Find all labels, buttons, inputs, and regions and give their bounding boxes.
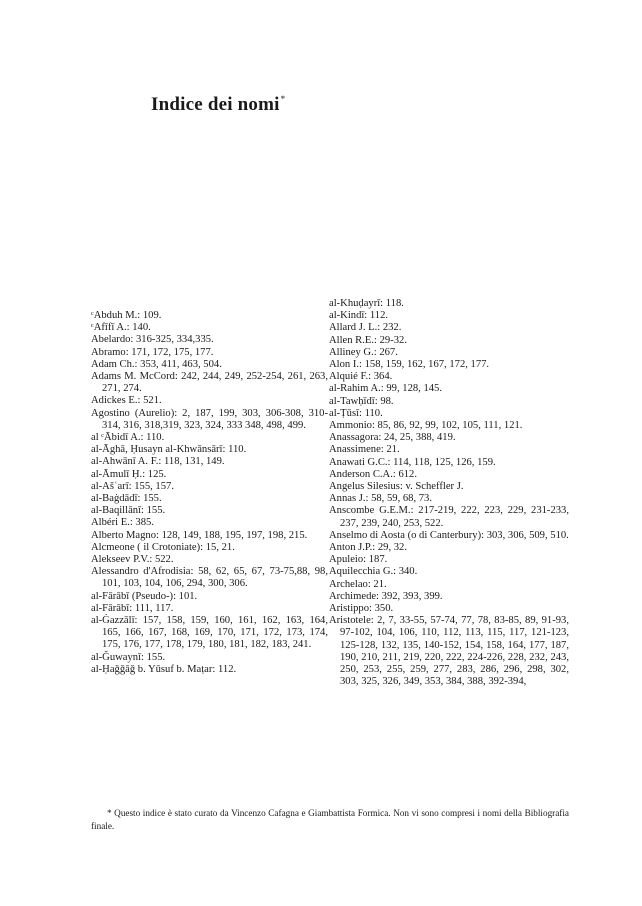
index-entry: al-Kindī: 112. — [329, 310, 389, 322]
index-entry: al-Baqillānī: 155. — [91, 505, 166, 517]
index-entry: al-Āmulī Ḥ.: 125. — [91, 468, 167, 480]
index-entry: Alquié F.: 364. — [329, 371, 393, 383]
index-entry: Alberto Magno: 128, 149, 188, 195, 197, 198, 215. — [91, 529, 308, 541]
index-entry: Allard J. L.: 232. — [329, 322, 402, 334]
index-entry: Anawati G.C.: 114, 118, 125, 126, 159. — [329, 456, 496, 468]
index-entry: Anderson C.A.: 612. — [329, 468, 417, 480]
index-entry: Aquilecchia G.: 340. — [329, 566, 418, 578]
index-entry: Archelao: 21. — [329, 578, 387, 590]
index-entry: al-Khuḍayrī: 118. — [329, 298, 404, 309]
index-entry: ᶜAfīfī A.: 140. — [91, 322, 151, 334]
index-entry: al-Āghā, Ḥusayn al-Khwānsārī: 110. — [91, 444, 247, 456]
index-entry: al-Ahwānī A. F.: 118, 131, 149. — [91, 456, 225, 468]
index-entry: Anton J.P.: 29, 32. — [329, 542, 407, 554]
index-entry: al-Rahim A.: 99, 128, 145. — [329, 383, 442, 395]
index-entry: Agostino (Aurelio): 2, 187, 199, 303, 306-308, 310-314, 316, 318,319, 323, 324, 333 348, 498, 499. — [91, 407, 328, 431]
index-entry: al-Baġdādī: 155. — [91, 493, 162, 505]
index-entry: Abramo: 171, 172, 175, 177. — [91, 346, 214, 358]
index-entry: Anselmo di Aosta (o di Canterbury): 303, 306, 509, 510. — [329, 529, 569, 541]
title-text: Indice dei nomi — [151, 94, 280, 115]
index-entry: Alcmeone ( il Crotoniate): 15, 21. — [91, 541, 235, 553]
index-entry: al-Fārābī (Pseudo-): 101. — [91, 590, 198, 602]
index-entry: Adams M. McCord: 242, 244, 249, 252-254, 261, 263, 271, 274. — [91, 371, 328, 395]
page-title — [151, 94, 285, 116]
index-entry: Angelus Silesius: v. Scheffler J. — [329, 481, 464, 493]
index-entry: al-Ašʿarī: 155, 157. — [91, 480, 174, 492]
footnote-mark: * — [280, 94, 286, 104]
index-entry: Archimede: 392, 393, 399. — [329, 590, 443, 602]
index-entry: al-Ǧuwaynī: 155. — [91, 651, 166, 663]
index-entry: al-Ḥaǧǧāǧ b. Yūsuf b. Maṭar: 112. — [91, 663, 237, 675]
index-entry: Aristotele: 2, 7, 33-55, 57-74, 77, 78, 83-85, 89, 91-93, 97-102, 104, 106, 110, 112, 113, 115, 117, 121-123, 125-128, 132, 135, 140-152, 154, 158, 164, 177, 187, 190, 210, 211, 219, 220, 222, 224-226, 228, 232, 243, 250, 253, 255, 259, 277, 283, 286, 296, 298, 302, 303, 325, 326, 349, 353, 384, 388, 392-394, — [329, 615, 569, 688]
index-entry: Albéri E.: 385. — [91, 517, 154, 529]
index-column-right — [329, 298, 569, 689]
index-entry: Anscombe G.E.M.: 217-219, 222, 223, 229, 231-233, 237, 239, 240, 253, 522. — [329, 505, 569, 529]
index-entry: Alessandro d'Afrodisia: 58, 62, 65, 67, 73-75,88, 98, 101, 103, 104, 106, 294, 300, 306. — [91, 566, 328, 590]
index-entry: al-Ṭūsī: 110. — [329, 407, 383, 419]
index-entry: Adam Ch.: 353, 411, 463, 504. — [91, 358, 222, 370]
index-entry: Allen R.E.: 29-32. — [329, 334, 407, 346]
index-entry: al ᶜĀbidī A.: 110. — [91, 432, 165, 444]
index-entry: Annas J.: 58, 59, 68, 73. — [329, 493, 432, 505]
index-entry: Alekseev P.V.: 522. — [91, 554, 174, 566]
index-entry: Ammonio: 85, 86, 92, 99, 102, 105, 111, 121. — [329, 420, 523, 432]
index-entry: Apuleio: 187. — [329, 554, 388, 566]
index-entry: Alon I.: 158, 159, 162, 167, 172, 177. — [329, 359, 490, 371]
index-entry: Alliney G.: 267. — [329, 346, 398, 358]
index-entry: al-Fārābī: 111, 117. — [91, 602, 174, 614]
index-entry: Anassagora: 24, 25, 388, 419. — [329, 432, 456, 444]
index-entry: al-Tawḥīdī: 98. — [329, 395, 394, 407]
index-entry: Adickes E.: 521. — [91, 395, 162, 407]
index-column-left — [91, 298, 328, 676]
index-entry: ᶜAbduh M.: 109. — [91, 310, 162, 321]
index-entry: Anassimene: 21. — [329, 444, 400, 456]
index-entry: Aristippo: 350. — [329, 603, 394, 615]
index-entry: al-Ġazzālī: 157, 158, 159, 160, 161, 162, 163, 164, 165, 166, 167, 168, 169, 170, 171, 172, 173, 174, 175, 176, 177, 178, 179, 180, 181, 182, 183, 241. — [91, 615, 328, 651]
index-entry: Abelardo: 316-325, 334,335. — [91, 334, 214, 346]
footnote: * Questo indice è stato curato da Vincenzo Cafagna e Giambattista Formica. Non vi sono compresi i nomi della Bibliografia finale. — [91, 808, 569, 831]
